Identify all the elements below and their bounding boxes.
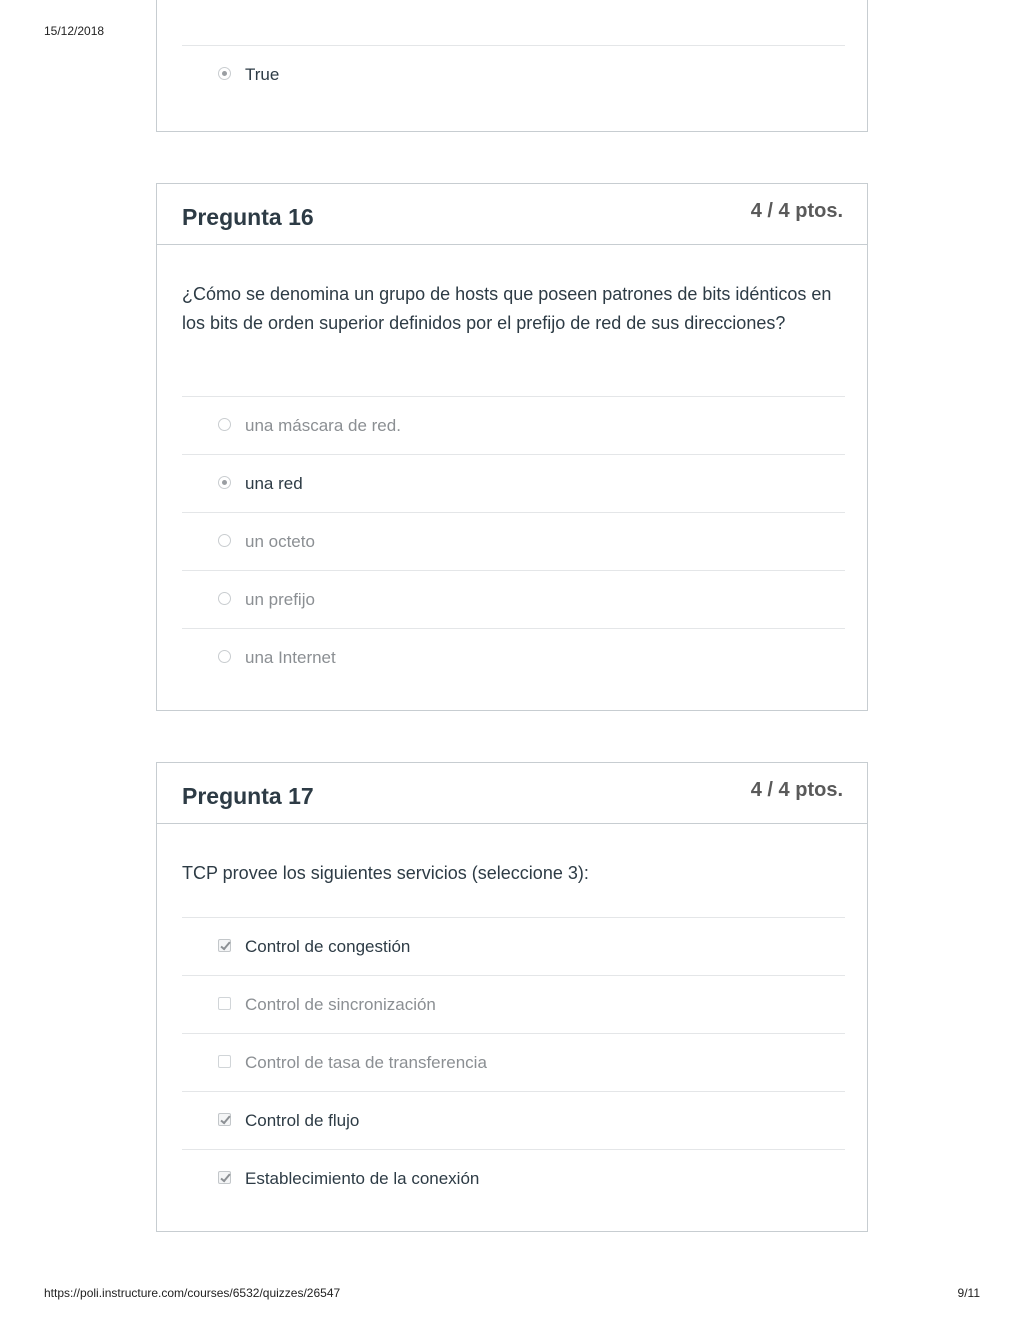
radio-button[interactable]	[218, 650, 231, 663]
radio-button[interactable]	[218, 592, 231, 605]
answer-option[interactable]	[182, 1149, 845, 1207]
question-text: TCP provee los siguientes servicios (seleccione 3):	[182, 863, 589, 883]
question-header	[157, 763, 867, 824]
radio-button[interactable]	[218, 67, 231, 80]
radio-button[interactable]	[218, 418, 231, 431]
checkbox[interactable]	[218, 1113, 231, 1126]
answer-option[interactable]	[182, 1033, 845, 1091]
answer-label: un prefijo	[245, 590, 315, 609]
answer-option[interactable]	[182, 1091, 845, 1149]
answer-label: una Internet	[245, 648, 336, 667]
checkbox[interactable]	[218, 939, 231, 952]
radio-button[interactable]	[218, 476, 231, 489]
question-title: Pregunta 17	[182, 783, 314, 809]
answer-label: True	[245, 65, 280, 84]
checkbox[interactable]	[218, 997, 231, 1010]
answer-option[interactable]	[182, 512, 845, 570]
answer-label: una red	[245, 474, 303, 493]
answer-label: Control de congestión	[245, 937, 411, 956]
answer-label: Control de tasa de transferencia	[245, 1053, 487, 1072]
answer-option[interactable]	[182, 45, 845, 103]
answer-option[interactable]	[182, 570, 845, 628]
question-title: Pregunta 16	[182, 204, 314, 230]
print-url: https://poli.instructure.com/courses/6532/quizzes/26547	[44, 1286, 341, 1300]
answer-label: Establecimiento de la conexión	[245, 1169, 480, 1188]
answer-label: Control de flujo	[245, 1111, 360, 1130]
question-card-17	[156, 762, 868, 1232]
checkbox[interactable]	[218, 1055, 231, 1068]
question-points: 4 / 4 ptos.	[750, 200, 843, 222]
answer-option[interactable]	[182, 975, 845, 1033]
print-page-number: 9/11	[957, 1286, 980, 1300]
answer-label: Control de sincronización	[245, 995, 436, 1014]
question-card-16	[156, 183, 868, 711]
question-card-15	[156, 0, 868, 132]
answer-label: una máscara de red.	[245, 416, 401, 435]
answer-option[interactable]	[182, 396, 845, 454]
answer-option[interactable]	[182, 917, 845, 975]
radio-button[interactable]	[218, 534, 231, 547]
print-date: 15/12/2018	[44, 24, 105, 38]
answer-option[interactable]	[182, 628, 845, 686]
question-text: ¿Cómo se denomina un grupo de hosts que poseen patrones de bits idénticos en los bits de orden superior definidos por el prefijo de red de sus direcciones?	[182, 284, 832, 333]
checkbox[interactable]	[218, 1171, 231, 1184]
question-header	[157, 184, 867, 245]
answer-label: un octeto	[245, 532, 315, 551]
answer-option[interactable]	[182, 454, 845, 512]
question-points: 4 / 4 ptos.	[750, 779, 843, 801]
